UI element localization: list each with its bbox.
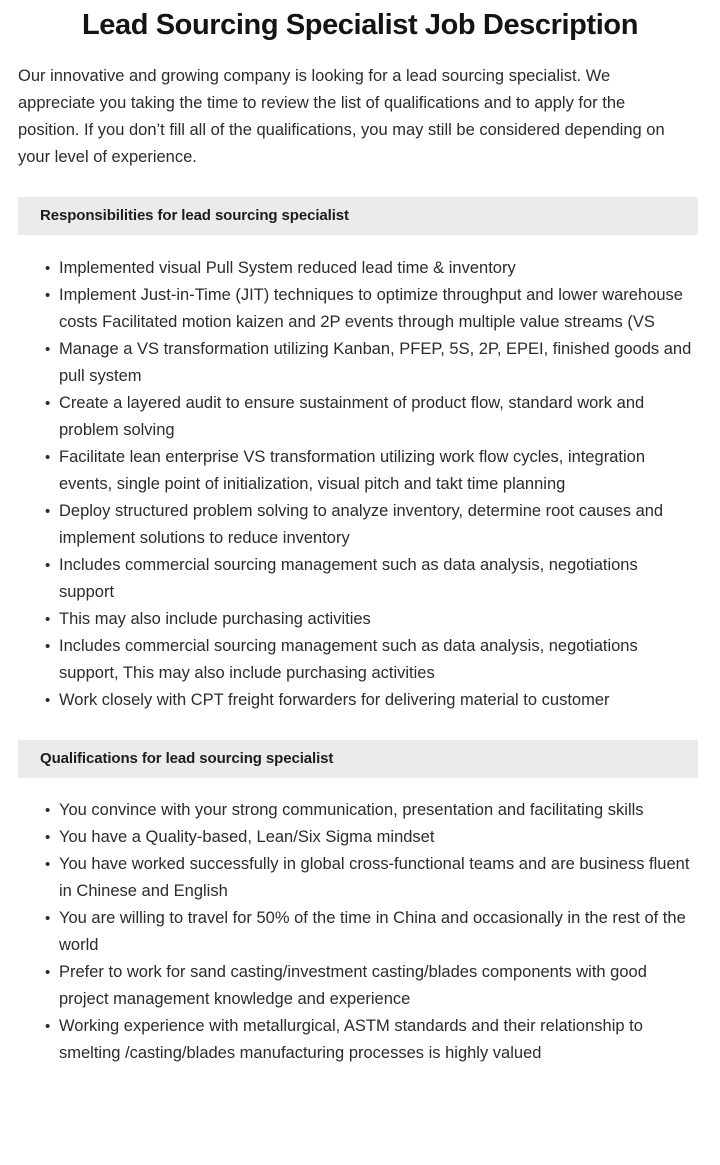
section-header-responsibilities: Responsibilities for lead sourcing specialist <box>18 197 698 235</box>
responsibilities-list <box>0 235 720 714</box>
list-item: • Manage a VS transformation utilizing Kanban, PFEP, 5S, 2P, EPEI, finished goods and pull system <box>45 336 694 390</box>
list-item: • Implemented visual Pull System reduced lead time & inventory <box>45 255 694 282</box>
page-title: Lead Sourcing Specialist Job Description <box>81 9 639 41</box>
list-item: • Includes commercial sourcing management such as data analysis, negotiations support <box>45 552 694 606</box>
list-item: • You are willing to travel for 50% of the time in China and occasionally in the rest of the world <box>45 905 694 959</box>
list-item: • Includes commercial sourcing management such as data analysis, negotiations support, This may also include purchasing activities <box>45 633 694 687</box>
qualifications-list <box>0 778 720 1067</box>
list-item: • Facilitate lean enterprise VS transformation utilizing work flow cycles, integration events, single point of initialization, visual pitch and takt time planning <box>45 444 694 498</box>
list-item: • Implement Just-in-Time (JIT) techniques to optimize throughput and lower warehouse costs Facilitated motion kaizen and 2P events through multiple value streams (VS <box>45 282 694 336</box>
list-item: • Work closely with CPT freight forwarders for delivering material to customer <box>45 687 694 714</box>
list-item: • This may also include purchasing activities <box>45 606 694 633</box>
list-item: • You convince with your strong communication, presentation and facilitating skills <box>45 797 694 824</box>
intro-paragraph: Our innovative and growing company is looking for a lead sourcing specialist. We appreciate you taking the time to review the list of qualifications and to apply for the position. If you don’t fill all of the qualifications, you may still be considered depending on your level of experience. <box>18 67 665 166</box>
list-item: • Prefer to work for sand casting/investment casting/blades components with good project management knowledge and experience <box>45 959 694 1013</box>
section-header-qualifications: Qualifications for lead sourcing specialist <box>18 740 698 778</box>
list-item: • Working experience with metallurgical, ASTM standards and their relationship to smelting /casting/blades manufacturing processes is highly valued <box>45 1013 694 1067</box>
list-item: • You have a Quality-based, Lean/Six Sigma mindset <box>45 824 694 851</box>
list-item: • Deploy structured problem solving to analyze inventory, determine root causes and implement solutions to reduce inventory <box>45 498 694 552</box>
list-item: • Create a layered audit to ensure sustainment of product flow, standard work and problem solving <box>45 390 694 444</box>
list-item: • You have worked successfully in global cross-functional teams and are business fluent in Chinese and English <box>45 851 694 905</box>
